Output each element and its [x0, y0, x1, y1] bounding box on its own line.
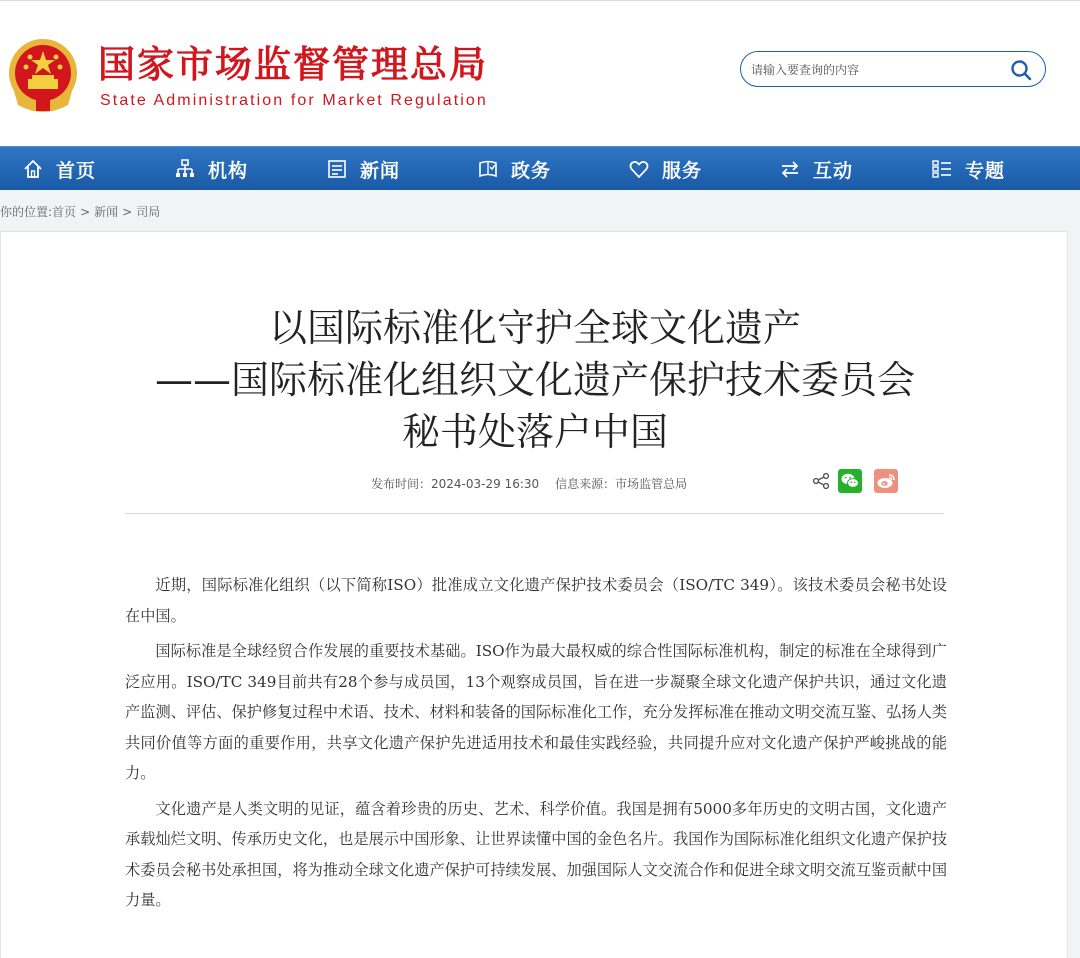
nav-label: 服务: [662, 159, 703, 182]
article-body: [125, 570, 947, 921]
share-wechat-button[interactable]: [838, 469, 862, 493]
service-icon: [628, 158, 650, 180]
search-icon: [1009, 58, 1033, 82]
nav-item-org[interactable]: [174, 147, 248, 191]
breadcrumb-dept[interactable]: 司局: [136, 205, 161, 219]
national-emblem-icon[interactable]: [6, 35, 80, 115]
nav-item-topic[interactable]: [931, 147, 1005, 191]
nav-label: 新闻: [360, 159, 401, 182]
title-line: 以国际标准化守护全球文化遗产: [268, 306, 801, 350]
article-paragraph: 近期，国际标准化组织（以下简称ISO）批准成立文化遗产保护技术委员会（ISO/TC 349）。该技术委员会秘书处设在中国。: [125, 576, 947, 625]
article-title: [1, 302, 1069, 458]
search-button[interactable]: [1009, 58, 1033, 82]
nav-item-affairs[interactable]: [477, 147, 551, 191]
breadcrumb-news[interactable]: 新闻: [94, 205, 119, 219]
nav-item-interact[interactable]: [779, 147, 853, 191]
meta-divider: [125, 513, 944, 514]
article-meta: [371, 475, 687, 493]
weibo-icon: [876, 472, 896, 490]
article-paragraph: 文化遗产是人类文明的见证，蕴含着珍贵的历史、艺术、科学价值。我国是拥有5000多年历史的文明古国，文化遗产承载灿烂文明、传承历史文化，也是展示中国形象、让世界读懂中国的金色名片。我国作为国际标准化组织文化遗产保护技术委员会秘书处承担国，将为推动全球文化遗产保护可持续发展、加强国际人文交流合作和促进全球文明交流互鉴贡献中国力量。: [125, 799, 947, 909]
interact-icon: [779, 158, 801, 180]
nav-label: 专题: [965, 159, 1006, 182]
nav-label: 首页: [56, 159, 97, 182]
breadcrumb-home[interactable]: 首页: [52, 205, 77, 219]
search-input[interactable]: [751, 60, 1001, 80]
info-source: 信息来源：市场监管总局: [555, 477, 688, 491]
nav-label: 互动: [813, 159, 854, 182]
nav-label: 政务: [511, 159, 552, 182]
title-line: ——国际标准化组织文化遗产保护技术委员会: [154, 358, 915, 402]
site-logo-title[interactable]: 国家市场监督管理总局: [98, 43, 488, 86]
affairs-icon: [477, 158, 499, 180]
breadcrumb: [0, 202, 160, 222]
article-card: [0, 231, 1068, 958]
home-icon: [22, 158, 44, 180]
site-logo-subtitle: State Administration for Market Regulation: [100, 92, 488, 109]
search-box: [740, 51, 1046, 87]
share-weibo-button[interactable]: [874, 469, 898, 493]
org-icon: [174, 158, 196, 180]
publish-time: 发布时间：2024-03-29 16:30: [371, 477, 540, 491]
breadcrumb-separator: >: [122, 205, 133, 219]
breadcrumb-separator: >: [80, 205, 91, 219]
share-icon[interactable]: [812, 472, 830, 490]
main-nav: [0, 146, 1080, 190]
site-header: [0, 0, 1080, 146]
wechat-icon: [840, 472, 860, 490]
nav-item-news[interactable]: [326, 147, 400, 191]
topic-icon: [931, 158, 953, 180]
news-icon: [326, 158, 348, 180]
breadcrumb-prefix: 你的位置:: [0, 205, 53, 219]
share-bar: [812, 468, 898, 494]
title-line: 秘书处落户中国: [401, 410, 668, 454]
article-paragraph: 国际标准是全球经贸合作发展的重要技术基础。ISO作为最大最权威的综合性国际标准机构，制定的标准在全球得到广泛应用。ISO/TC 349目前共有28个参与成员国，13个观察成员国，旨在进一步凝聚全球文化遗产保护共识，通过文化遗产监测、评估、保护修复过程中术语、技术、材料和装备的国际标准化工作，充分发挥标准在推动文明交流互鉴、弘扬人类共同价值等方面的重要作用，共享文化遗产保护先进适用技术和最佳实践经验，共同提升应对文化遗产保护严峻挑战的能力。: [125, 642, 947, 782]
nav-label: 机构: [208, 159, 249, 182]
nav-item-home[interactable]: [22, 147, 96, 191]
nav-item-service[interactable]: [628, 147, 702, 191]
